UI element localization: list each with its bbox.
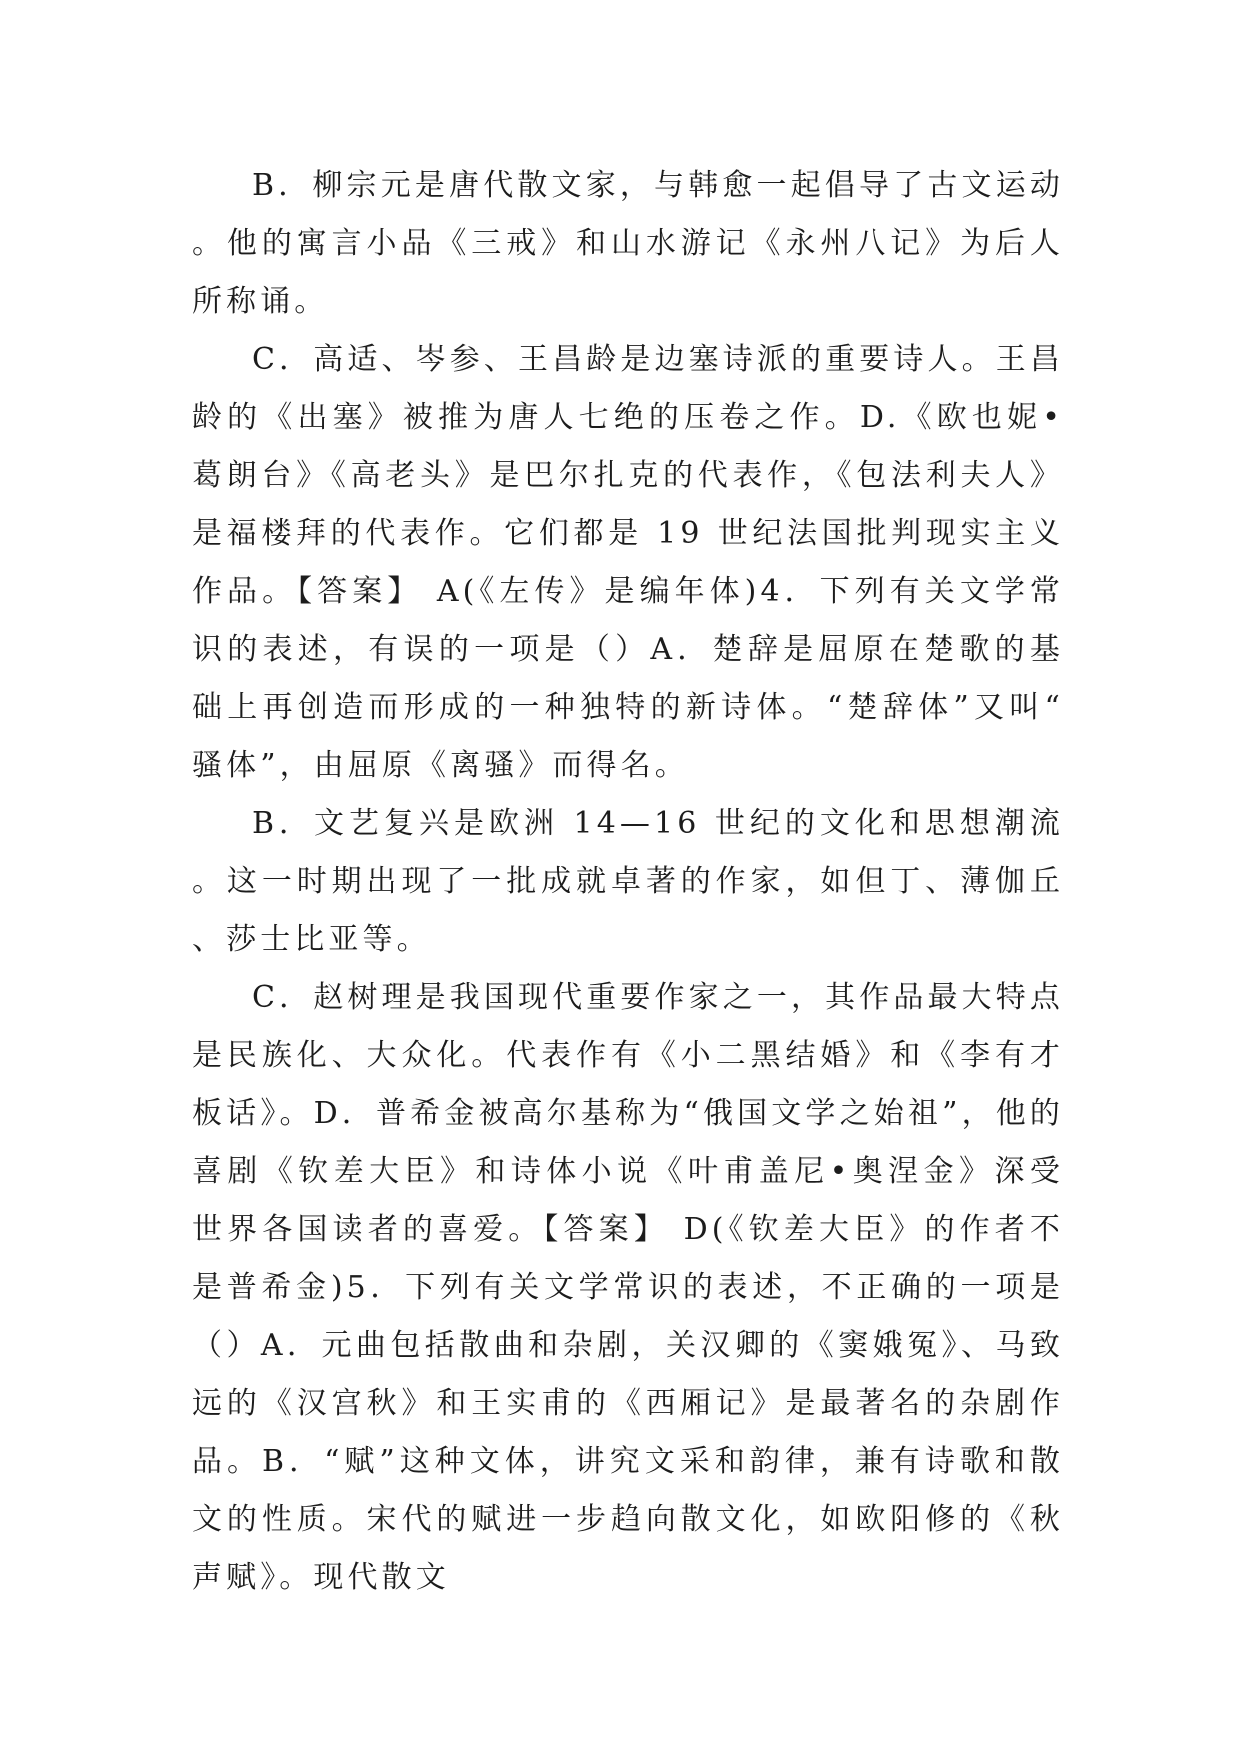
paragraph-frontier-poets: C．高适、岑参、王昌龄是边塞诗派的重要诗人。王昌龄的《出塞》被推为唐人七绝的压卷之作。D.《欧也妮•葛朗台》《高老头》是巴尔扎克的代表作，《包法利夫人》是福楼拜的代表作。它们都是 19 世纪法国批判现实主义作品。【答案】 A(《左传》是编年体)4．下列有关文学常识的表述，有误的一项是（）A．楚辞是屈原在楚歌的基础上再创造而形成的一种独特的新诗体。“楚辞体”又叫“骚体”，由屈原《离骚》而得名。 [192, 342, 1064, 783]
document-body [192, 157, 1064, 1607]
paragraph-liu-zongyuan: B．柳宗元是唐代散文家，与韩愈一起倡导了古文运动。他的寓言小品《三戒》和山水游记《永州八记》为后人所称诵。 [192, 168, 1064, 319]
paragraph-zhao-shuli: C．赵树理是我国现代重要作家之一，其作品最大特点是民族化、大众化。代表作有《小二黑结婚》和《李有才板话》。D．普希金被高尔基称为“俄国文学之始祖”，他的喜剧《钦差大臣》和诗体小说《叶甫盖尼•奥涅金》深受世界各国读者的喜爱。【答案】 D(《钦差大臣》的作者不是普希金)5．下列有关文学常识的表述，不正确的一项是（）A．元曲包括散曲和杂剧，关汉卿的《窦娥冤》、马致远的《汉宫秋》和王实甫的《西厢记》是最著名的杂剧作品。B．“赋”这种文体，讲究文采和韵律，兼有诗歌和散文的性质。宋代的赋进一步趋向散文化，如欧阳修的《秋声赋》。现代散文 [192, 980, 1064, 1595]
paragraph-renaissance: B．文艺复兴是欧洲 14—16 世纪的文化和思想潮流。这一时期出现了一批成就卓著的作家，如但丁、薄伽丘、莎士比亚等。 [192, 806, 1064, 957]
